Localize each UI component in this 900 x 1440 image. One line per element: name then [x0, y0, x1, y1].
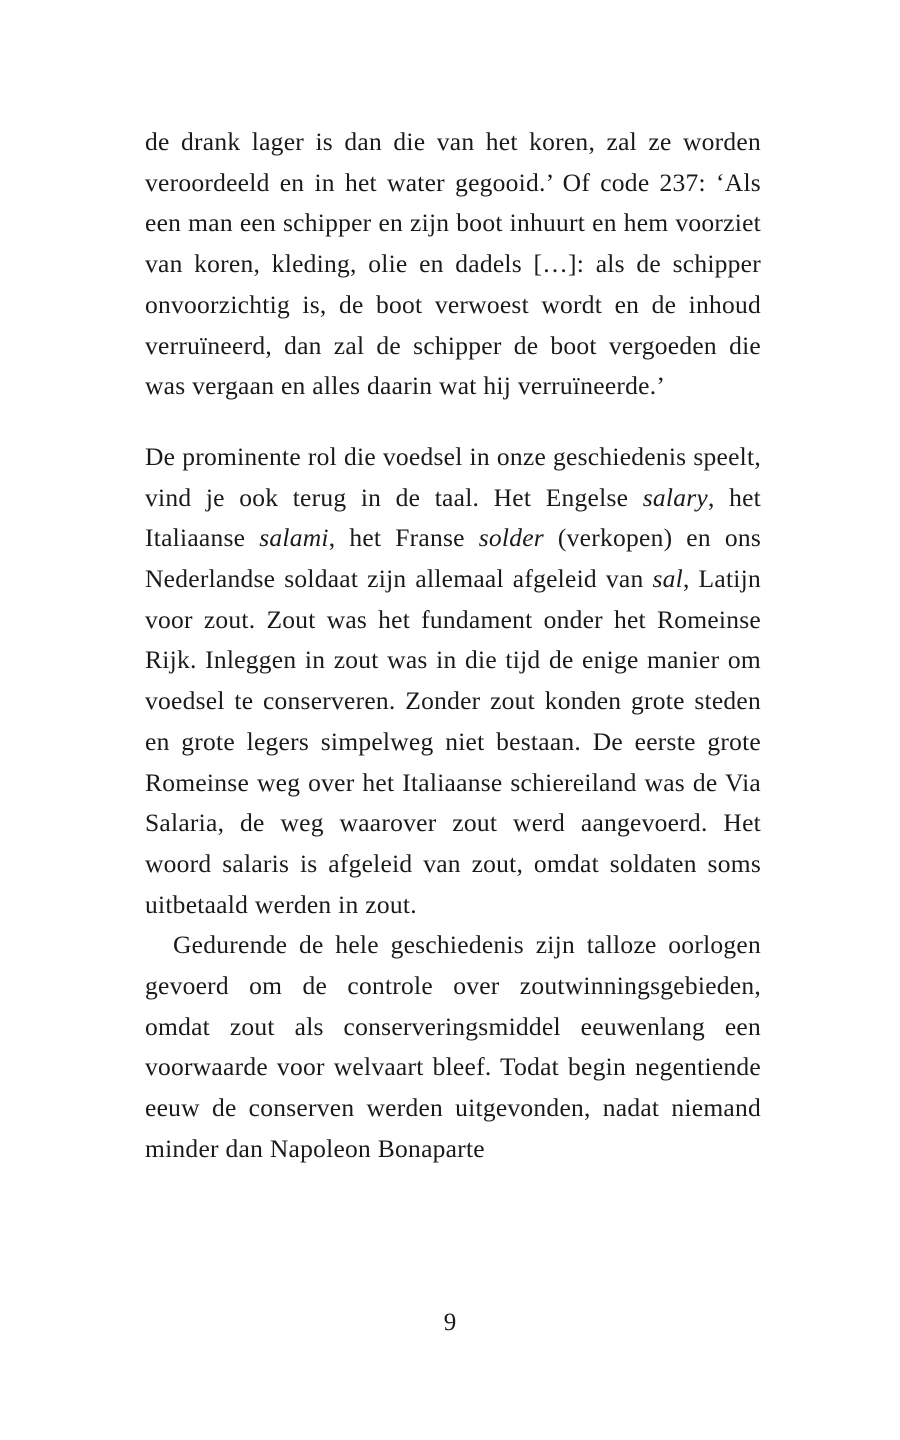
- italic-term-sal: sal: [652, 564, 683, 594]
- italic-term-salami: salami: [259, 523, 329, 553]
- paragraph-3: [145, 925, 761, 1169]
- paragraph-3-text: Gedurende de hele geschiedenis zijn talloze oorlogen gevoerd om de controle over zoutwinningsgebieden, omdat zout als conserveringsmiddel eeuwenlang een voorwaarde voor welvaart bleef. Todat begin negentiende eeuw de conserven werden uitgevonden, nadat niemand minder dan Napoleon Bonaparte: [145, 930, 761, 1163]
- paragraph-2: [145, 437, 761, 925]
- italic-term-solder: solder: [478, 523, 544, 553]
- paragraph-1-text: de drank lager is dan die van het koren, zal ze worden veroordeeld en in het water gegooid.’ Of code 237: ‘Als een man een schipper en zijn boot inhuurt en hem voorziet van koren, kleding, olie en dadels […]: als de schipper onvoorzichtig is, de boot verwoest wordt en de inhoud verruïneerd, dan zal de schipper de boot vergoeden die was vergaan en alles daarin wat hij verruïneerde.’: [145, 127, 761, 401]
- paragraph-2-text-part-4: (verkopen) en ons Nederlandse soldaat zijn allemaal afgeleid van: [145, 523, 762, 594]
- page-text-block: [145, 122, 761, 1170]
- paragraph-2-text-part-5: , Latijn voor zout. Zout was het fundament onder het Romeinse Rijk. Inleggen in zout was in die tijd de enige manier om voedsel te conserveren. Zonder zout konden grote steden en grote legers simpelweg niet bestaan. De eerste grote Romeinse weg over het Italiaanse schiereiland was de Via Salaria, de weg waarover zout werd aangevoerd. Het woord salaris is afgeleid van zout, omdat soldaten soms uitbetaald werden in zout.: [145, 564, 761, 919]
- page-number: 9: [443, 1309, 457, 1336]
- italic-term-salary: salary: [642, 482, 708, 512]
- paragraph-2-text-part-1: De prominente rol die voedsel in onze geschiedenis speelt, vind je ook terug in de taal. Het Engelse: [145, 441, 761, 512]
- paragraph-2-text-part-2: , het Italiaanse: [145, 482, 761, 553]
- paragraph-2-text-part-3: , het Franse: [328, 523, 479, 553]
- paragraph-1: [145, 122, 761, 407]
